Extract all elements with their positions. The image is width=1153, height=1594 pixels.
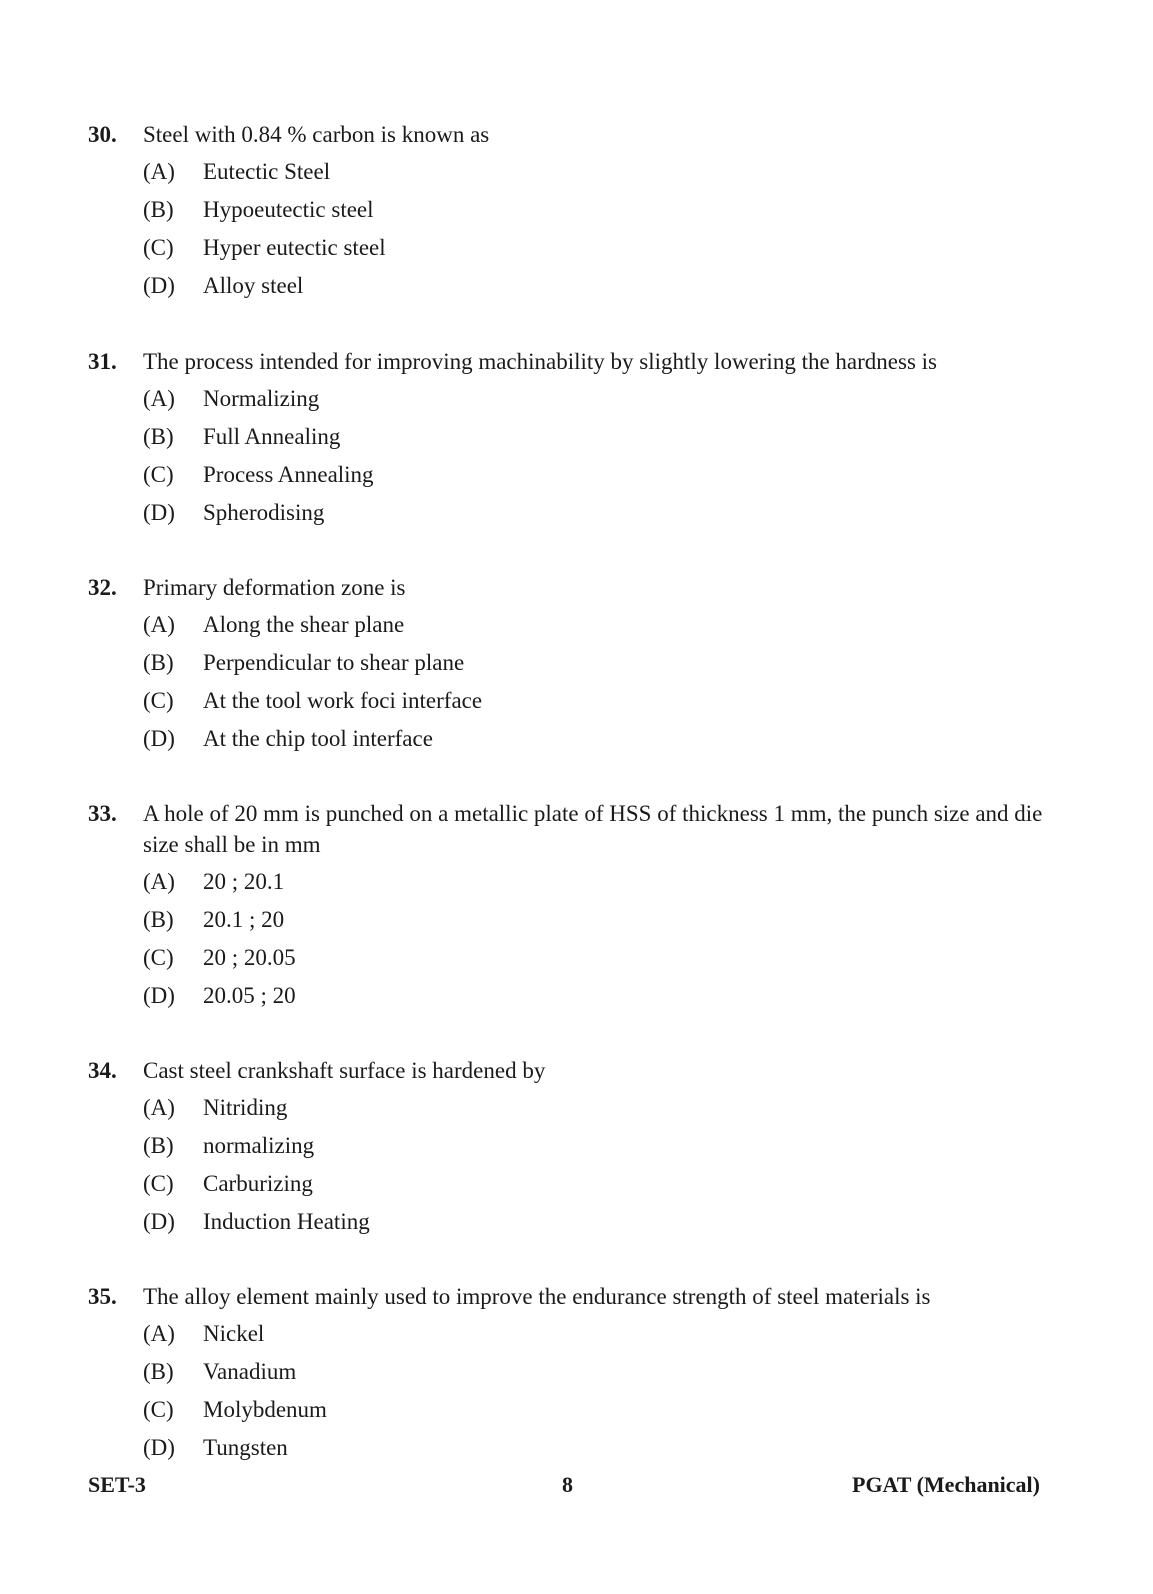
option-text: Hypoeutectic steel (203, 197, 374, 222)
option-d (143, 1206, 1058, 1244)
options-list (143, 1318, 1058, 1470)
option-text: Perpendicular to shear plane (203, 650, 465, 675)
option-c (143, 459, 1058, 497)
question-number: 30. (88, 122, 117, 147)
options-list (143, 866, 1058, 1018)
question-text: Steel with 0.84 % carbon is known as (143, 122, 490, 147)
options-list (143, 609, 1058, 761)
question-number: 31. (88, 349, 117, 374)
option-label: (D) (143, 983, 175, 1008)
option-label: (A) (143, 1321, 175, 1346)
question-33 (88, 798, 1058, 1018)
option-d (143, 1432, 1058, 1470)
question-text: Primary deformation zone is (143, 575, 406, 600)
option-text: Nickel (203, 1321, 265, 1346)
question-number: 32. (88, 575, 117, 600)
options-list (143, 1092, 1058, 1244)
exam-title: PGAT (Mechanical) (852, 1472, 1040, 1497)
question-35 (88, 1281, 1058, 1470)
option-d (143, 270, 1058, 308)
option-text: Tungsten (203, 1435, 288, 1460)
option-label: (D) (143, 273, 175, 298)
set-label: SET-3 (88, 1472, 146, 1497)
option-text: Hyper eutectic steel (203, 235, 386, 260)
option-text: 20 ; 20.1 (203, 869, 285, 894)
option-label: (A) (143, 1095, 175, 1120)
option-c (143, 232, 1058, 270)
page-footer (88, 1472, 1040, 1502)
question-30 (88, 119, 1058, 308)
question-text: A hole of 20 mm is punched on a metallic plate of HSS of thickness 1 mm, the punch size and die size shall be in mm (143, 801, 1043, 857)
option-label: (A) (143, 159, 175, 184)
option-text: 20.05 ; 20 (203, 983, 296, 1008)
option-label: (B) (143, 907, 174, 932)
option-c (143, 685, 1058, 723)
question-number: 34. (88, 1058, 117, 1083)
option-label: (B) (143, 1359, 174, 1384)
option-a (143, 1318, 1058, 1356)
option-text: normalizing (203, 1133, 315, 1158)
option-text: Full Annealing (203, 424, 341, 449)
option-label: (C) (143, 945, 174, 970)
question-text: Cast steel crankshaft surface is hardened by (143, 1058, 546, 1083)
option-label: (B) (143, 650, 174, 675)
option-label: (B) (143, 197, 174, 222)
options-list (143, 156, 1058, 308)
option-label: (C) (143, 1171, 174, 1196)
option-b (143, 421, 1058, 459)
options-list (143, 383, 1058, 535)
option-text: Normalizing (203, 386, 320, 411)
option-text: Carburizing (203, 1171, 313, 1196)
option-label: (D) (143, 1209, 175, 1234)
option-label: (C) (143, 688, 174, 713)
page-number: 8 (562, 1472, 573, 1497)
option-a (143, 609, 1058, 647)
option-b (143, 1356, 1058, 1394)
option-label: (D) (143, 726, 175, 751)
option-text: Eutectic Steel (203, 159, 331, 184)
option-c (143, 1168, 1058, 1206)
option-text: Along the shear plane (203, 612, 405, 637)
option-label: (D) (143, 500, 175, 525)
question-number: 33. (88, 801, 117, 826)
option-label: (C) (143, 462, 174, 487)
option-label: (A) (143, 612, 175, 637)
option-label: (A) (143, 869, 175, 894)
option-label: (B) (143, 424, 174, 449)
option-b (143, 647, 1058, 685)
option-text: Spherodising (203, 500, 325, 525)
option-text: 20 ; 20.05 (203, 945, 296, 970)
option-text: At the tool work foci interface (203, 688, 483, 713)
question-text: The alloy element mainly used to improve the endurance strength of steel materials is (143, 1284, 931, 1309)
option-c (143, 1394, 1058, 1432)
option-b (143, 904, 1058, 942)
option-text: Molybdenum (203, 1397, 327, 1422)
option-text: Induction Heating (203, 1209, 370, 1234)
question-31 (88, 346, 1058, 535)
option-d (143, 980, 1058, 1018)
option-a (143, 156, 1058, 194)
option-c (143, 942, 1058, 980)
question-32 (88, 572, 1058, 761)
option-a (143, 1092, 1058, 1130)
option-a (143, 383, 1058, 421)
option-label: (D) (143, 1435, 175, 1460)
question-34 (88, 1055, 1058, 1244)
option-text: Process Annealing (203, 462, 374, 487)
option-text: At the chip tool interface (203, 726, 433, 751)
option-a (143, 866, 1058, 904)
option-text: Nitriding (203, 1095, 288, 1120)
option-label: (C) (143, 235, 174, 260)
option-d (143, 497, 1058, 535)
option-text: Vanadium (203, 1359, 297, 1384)
option-d (143, 723, 1058, 761)
option-text: Alloy steel (203, 273, 304, 298)
option-label: (B) (143, 1133, 174, 1158)
option-label: (C) (143, 1397, 174, 1422)
question-number: 35. (88, 1284, 117, 1309)
option-label: (A) (143, 386, 175, 411)
option-b (143, 1130, 1058, 1168)
option-b (143, 194, 1058, 232)
option-text: 20.1 ; 20 (203, 907, 285, 932)
question-text: The process intended for improving machinability by slightly lowering the hardness is (143, 349, 937, 374)
